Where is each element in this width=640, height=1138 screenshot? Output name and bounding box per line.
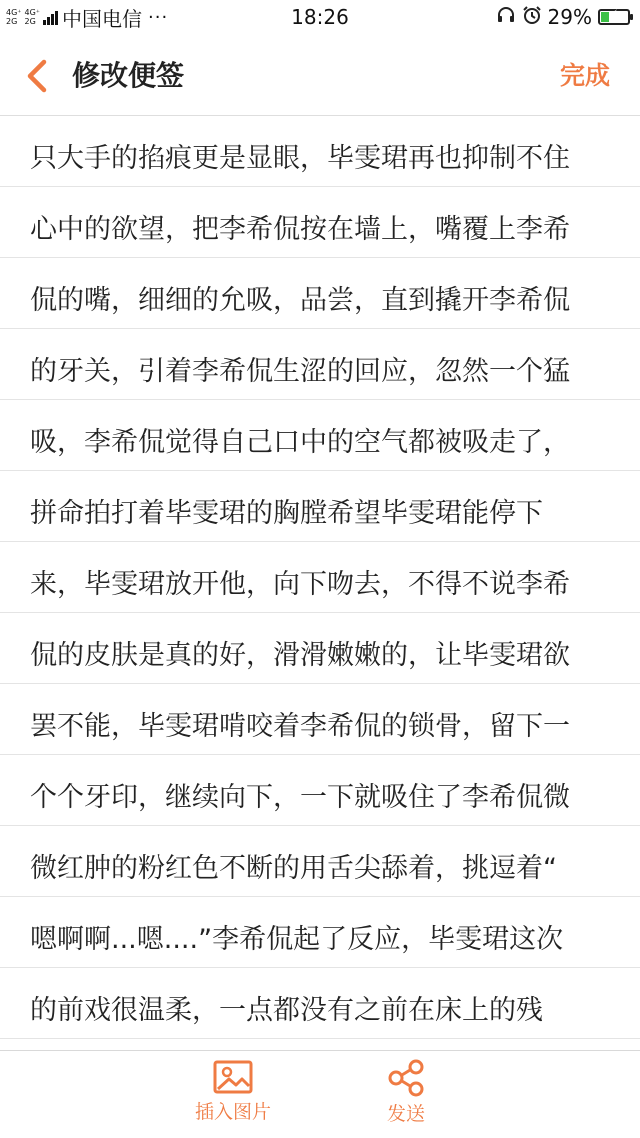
note-line: 的前戏很温柔，一点都没有之前在床上的残 (0, 968, 640, 1039)
note-line: 来，毕雯珺放开他，向下吻去，不得不说李希 (0, 542, 640, 613)
note-line: 罢不能，毕雯珺啃咬着李希侃的锁骨，留下一 (0, 684, 640, 755)
note-editor[interactable] (0, 116, 640, 1050)
insert-image-label: 插入图片 (194, 1101, 271, 1123)
network-type-label: 4G⁺ (6, 8, 22, 17)
insert-image-button[interactable] (183, 1059, 283, 1124)
status-right (496, 0, 630, 34)
send-label: 发送 (386, 1103, 425, 1125)
more-dots: ··· (148, 6, 169, 28)
bottom-toolbar (0, 1050, 640, 1138)
status-bar (0, 0, 640, 34)
note-line: 只大手的掐痕更是显眼，毕雯珺再也抑制不住 (0, 116, 640, 187)
done-button[interactable]: 完成 (559, 61, 610, 90)
note-line: 心中的欲望，把李希侃按在墙上，嘴覆上李希 (0, 187, 640, 258)
note-line: 个个牙印，继续向下，一下就吸住了李希侃微 (0, 755, 640, 826)
headset-icon (496, 5, 516, 30)
back-button[interactable] (22, 56, 52, 96)
note-line: 侃的嘴，细细的允吸，品尝，直到撬开李希侃 (0, 258, 640, 329)
network-type-label: 2G (24, 17, 36, 26)
battery-fill (601, 12, 609, 22)
battery-icon (598, 9, 630, 25)
alarm-clock-icon (522, 5, 542, 30)
note-line: 的牙关，引着李希侃生涩的回应，忽然一个猛 (0, 329, 640, 400)
chevron-left-icon (22, 56, 52, 96)
note-line: 微红肿的粉红色不断的用舌尖舔着，挑逗着“ (0, 826, 640, 897)
network-type-label: 4G⁺ (24, 8, 41, 17)
share-icon (385, 1059, 427, 1097)
note-line: 侃的皮肤是真的好，滑滑嫩嫩的，让毕雯珺欲 (0, 613, 640, 684)
network-type-label: 2G (6, 17, 18, 26)
page-title: 修改便签 (72, 59, 185, 92)
note-line: 拼命拍打着毕雯珺的胸膛希望毕雯珺能停下 (0, 471, 640, 542)
note-line: 吸，李希侃觉得自己口中的空气都被吸走了， (0, 400, 640, 471)
clock: 18:26 (291, 5, 349, 29)
charging-bolt-icon: ⚡ (609, 8, 619, 23)
header-bar (0, 34, 640, 116)
carrier-name: 中国电信 (62, 6, 143, 31)
image-icon (212, 1059, 254, 1095)
note-line: 嗯啊啊...嗯....”李希侃起了反应，毕雯珺这次 (0, 897, 640, 968)
send-button[interactable] (356, 1059, 456, 1126)
battery-percent: 29% (547, 5, 592, 29)
